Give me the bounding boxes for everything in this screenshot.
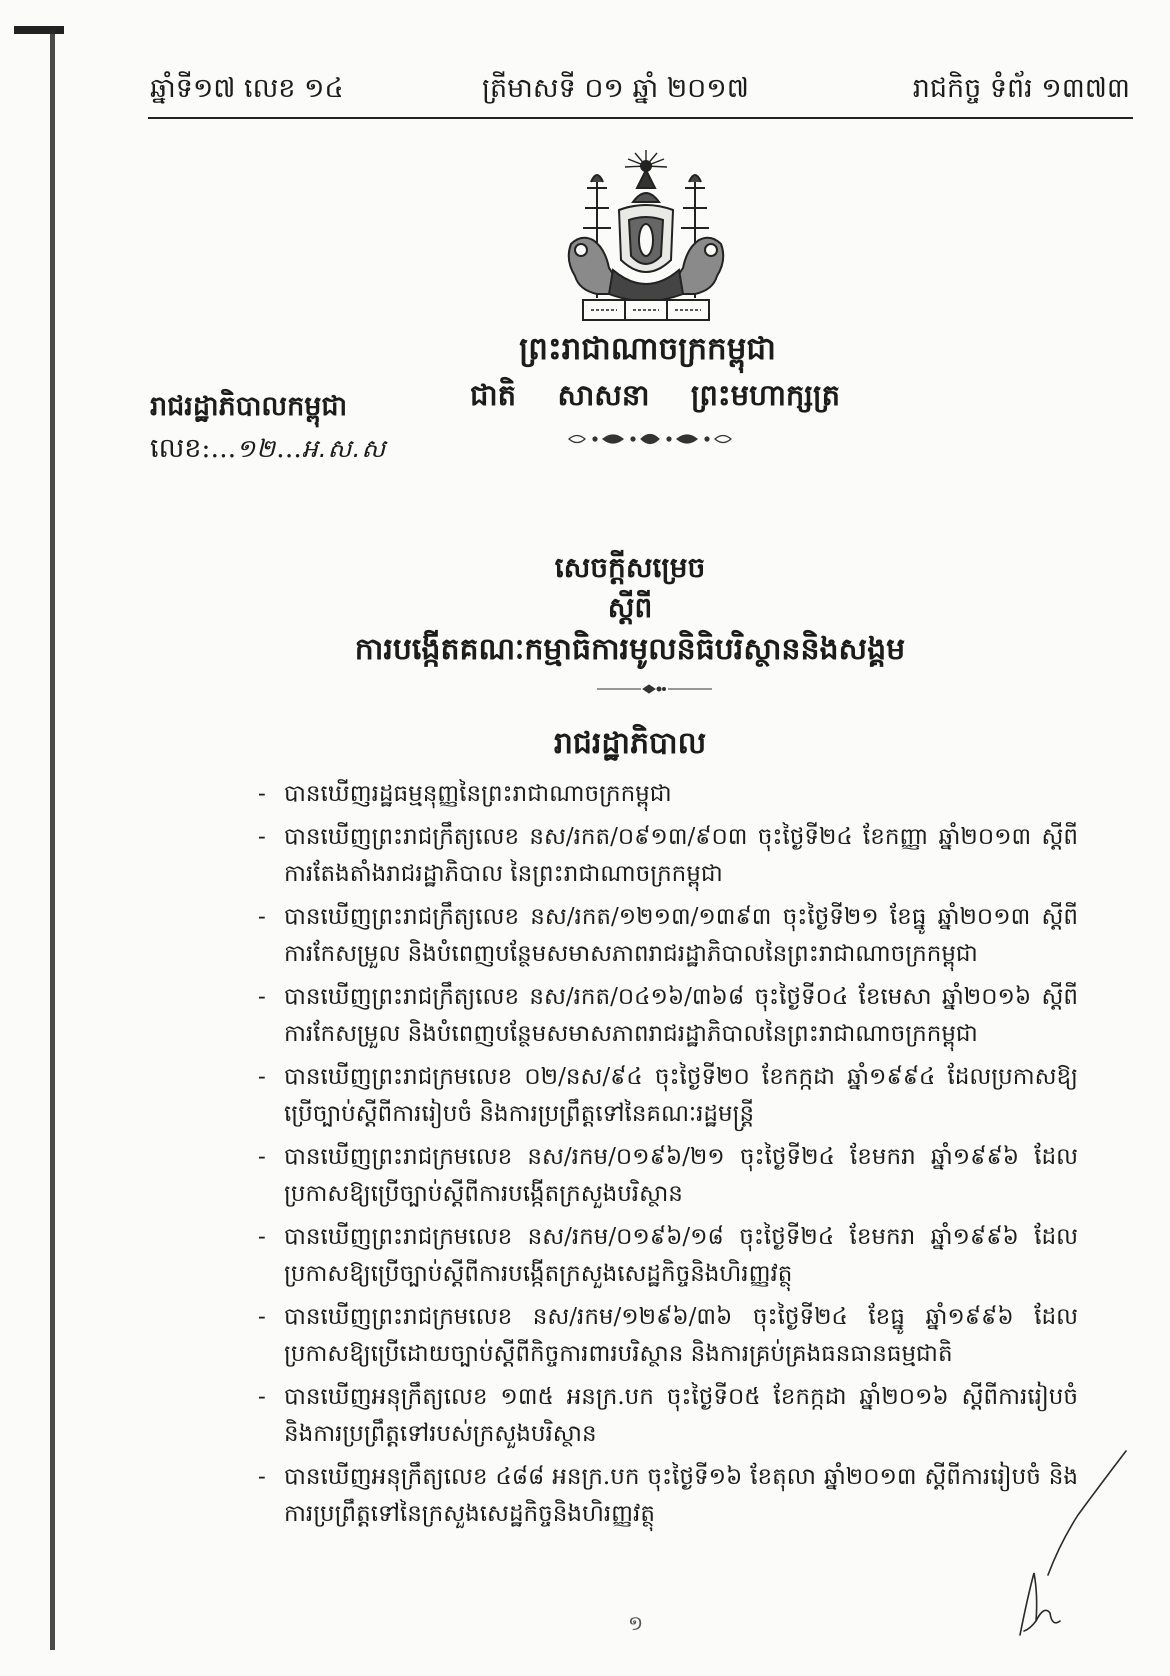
list-item-text: បានឃើញព្រះរាជក្រមលេខ នស/រកម/០១៩៦/២១ ចុះថ្ងៃទី២៤ ខែមករា ឆ្នាំ១៩៩៦ ដែលប្រកាសឱ្យប្រើច្បាប់ស្តីពីការបង្កើតក្រសួងបរិស្ថាន (284, 1144, 1078, 1207)
list-dash: - (258, 1464, 266, 1490)
motto-religion: សាសនា (557, 378, 650, 412)
list-dash: - (258, 1064, 266, 1090)
gazette-year-issue: ឆ្នាំទី១៧ លេខ ១៤ (150, 73, 344, 104)
reference-handwritten-suffix: អ.ស.ស (301, 434, 387, 463)
reference-dots: ... (210, 433, 237, 464)
list-item (258, 1219, 1078, 1293)
list-item (258, 1379, 1078, 1453)
gazette-quarter: ត្រីមាសទី ០១ ឆ្នាំ ២០១៧ (482, 73, 749, 104)
reference-number (150, 432, 386, 471)
list-item (258, 899, 1078, 973)
list-dash: - (258, 824, 266, 850)
header-rule (148, 117, 1133, 119)
list-dash: - (258, 1224, 266, 1250)
reference-prefix: លេខ: (150, 433, 211, 464)
list-dash: - (258, 1384, 266, 1410)
list-item-text: បានឃើញអនុក្រឹត្យលេខ ១៣៥ អនក្រ.បក ចុះថ្ងៃទី០៥ ខែកក្កដា ឆ្នាំ២០១៦ ស្តីពីការរៀបចំ និងការប្រព្រឹត្តទៅរបស់ក្រសួងបរិស្ថាន (284, 1384, 1078, 1447)
list-item (258, 1139, 1078, 1213)
list-item (258, 776, 1078, 813)
decision-title-line-2: ស្តីពី (607, 591, 653, 624)
list-dash: - (258, 1144, 266, 1170)
list-item-text: បានឃើញព្រះរាជក្រមលេខ នស/រកម/០១៩៦/១៨ ចុះថ្ងៃទី២៤ ខែមករា ឆ្នាំ១៩៩៦ ដែលប្រកាសឱ្យប្រើច្បាប់ស្តីពីការបង្កើតក្រសួងសេដ្ឋកិច្ចនិងហិរញ្ញវត្ថុ (284, 1224, 1078, 1287)
gazette-page-ref: រាជកិច្ច ទំព័រ ១៣៧៣ (912, 73, 1130, 104)
list-item (258, 1459, 1078, 1533)
page-number: ១ (628, 1611, 644, 1635)
title-separator-icon (597, 683, 712, 695)
issuing-authority: រាជរដ្ឋាភិបាលកម្ពុជា (150, 391, 348, 422)
list-item-text: បានឃើញរដ្ឋធម្មនុញ្ញនៃព្រះរាជាណាចក្រកម្ពុជា (284, 781, 672, 807)
preamble-list (258, 776, 1078, 1539)
motto-ornament-icon (565, 428, 735, 450)
gazette-header (150, 72, 1130, 116)
scan-edge-shadow (50, 30, 55, 1650)
list-item-text: បានឃើញព្រះរាជក្រឹត្យលេខ នស/រកត/០៤១៦/៣៦៨ ចុះថ្ងៃទី០៤ ខែមេសា ឆ្នាំ២០១៦ ស្តីពីការកែសម្រួល និងបំពេញបន្ថែមសមាសភាពរាជរដ្ឋាភិបាលនៃព្រះរាជាណាចក្រកម្ពុជា (284, 984, 1078, 1047)
kingdom-title: ព្រះរាជាណាចក្រកម្ពុជា (519, 331, 776, 367)
motto-nation: ជាតិ (470, 378, 517, 412)
list-item-text: បានឃើញព្រះរាជក្រឹត្យលេខ នស/រកត/០៩១៣/៩០៣ ចុះថ្ងៃទី២៤ ខែកញ្ញា ឆ្នាំ២០១៣ ស្តីពីការតែងតាំងរាជរដ្ឋាភិបាល នៃព្រះរាជាណាចក្រកម្ពុជា (284, 824, 1078, 887)
royal-arms-of-cambodia-icon (557, 148, 735, 328)
decision-title-line-3: ការបង្កើតគណៈកម្មាធិការមូលនិធិបរិស្ថាននិងសង្គម (354, 632, 906, 667)
list-dash: - (258, 1304, 266, 1330)
decision-title (150, 548, 1110, 672)
reference-dots: ... (276, 433, 302, 464)
list-item-text: បានឃើញអនុក្រឹត្យលេខ ៤៨៨ អនក្រ.បក ចុះថ្ងៃទី១៦ ខែតុលា ឆ្នាំ២០១៣ ស្តីពីការរៀបចំ និងការប្រព្រឹត្តទៅនៃក្រសួងសេដ្ឋកិច្ចនិងហិរញ្ញវត្ថុ (284, 1464, 1078, 1527)
decision-title-line-1: សេចក្តីសម្រេច (554, 551, 706, 584)
list-item-text: បានឃើញព្រះរាជក្រមលេខ នស/រកម/១២៩៦/៣៦ ចុះថ្ងៃទី២៤ ខែធ្នូ ឆ្នាំ១៩៩៦ ដែលប្រកាសឱ្យប្រើដោយច្បាប់ស្តីពីកិច្ចការពារបរិស្ថាន និងការគ្រប់គ្រងធនធានធម្មជាតិ (284, 1304, 1078, 1367)
list-dash: - (258, 904, 266, 930)
list-item (258, 1059, 1078, 1133)
reference-handwritten-number: ១២ (236, 434, 277, 463)
national-motto (470, 378, 840, 420)
list-dash: - (258, 984, 266, 1010)
list-item (258, 1299, 1078, 1373)
handwritten-signature-icon (1000, 1445, 1130, 1645)
list-item-text: បានឃើញព្រះរាជក្រមលេខ ០២/នស/៩៤ ចុះថ្ងៃទី២០ ខែកក្កដា ឆ្នាំ១៩៩៤ ដែលប្រកាសឱ្យប្រើច្បាប់ស្តីពីការរៀបចំ និងការប្រព្រឹត្តទៅនៃគណៈរដ្ឋមន្ត្រី (284, 1064, 1078, 1127)
list-item (258, 819, 1078, 893)
list-item-text: បានឃើញព្រះរាជក្រឹត្យលេខ នស/រកត/១២១៣/១៣៩៣ ចុះថ្ងៃទី២១ ខែធ្នូ ឆ្នាំ២០១៣ ស្តីពីការកែសម្រួល និងបំពេញបន្ថែមសមាសភាពរាជរដ្ឋាភិបាលនៃព្រះរាជាណាចក្រកម្ពុជា (284, 904, 1078, 967)
list-dash: - (258, 781, 266, 807)
motto-king: ព្រះមហាក្សត្រ (690, 378, 840, 412)
list-item (258, 979, 1078, 1053)
scan-artifact (14, 26, 64, 34)
body-heading: រាជរដ្ឋាភិបាល (553, 726, 707, 761)
